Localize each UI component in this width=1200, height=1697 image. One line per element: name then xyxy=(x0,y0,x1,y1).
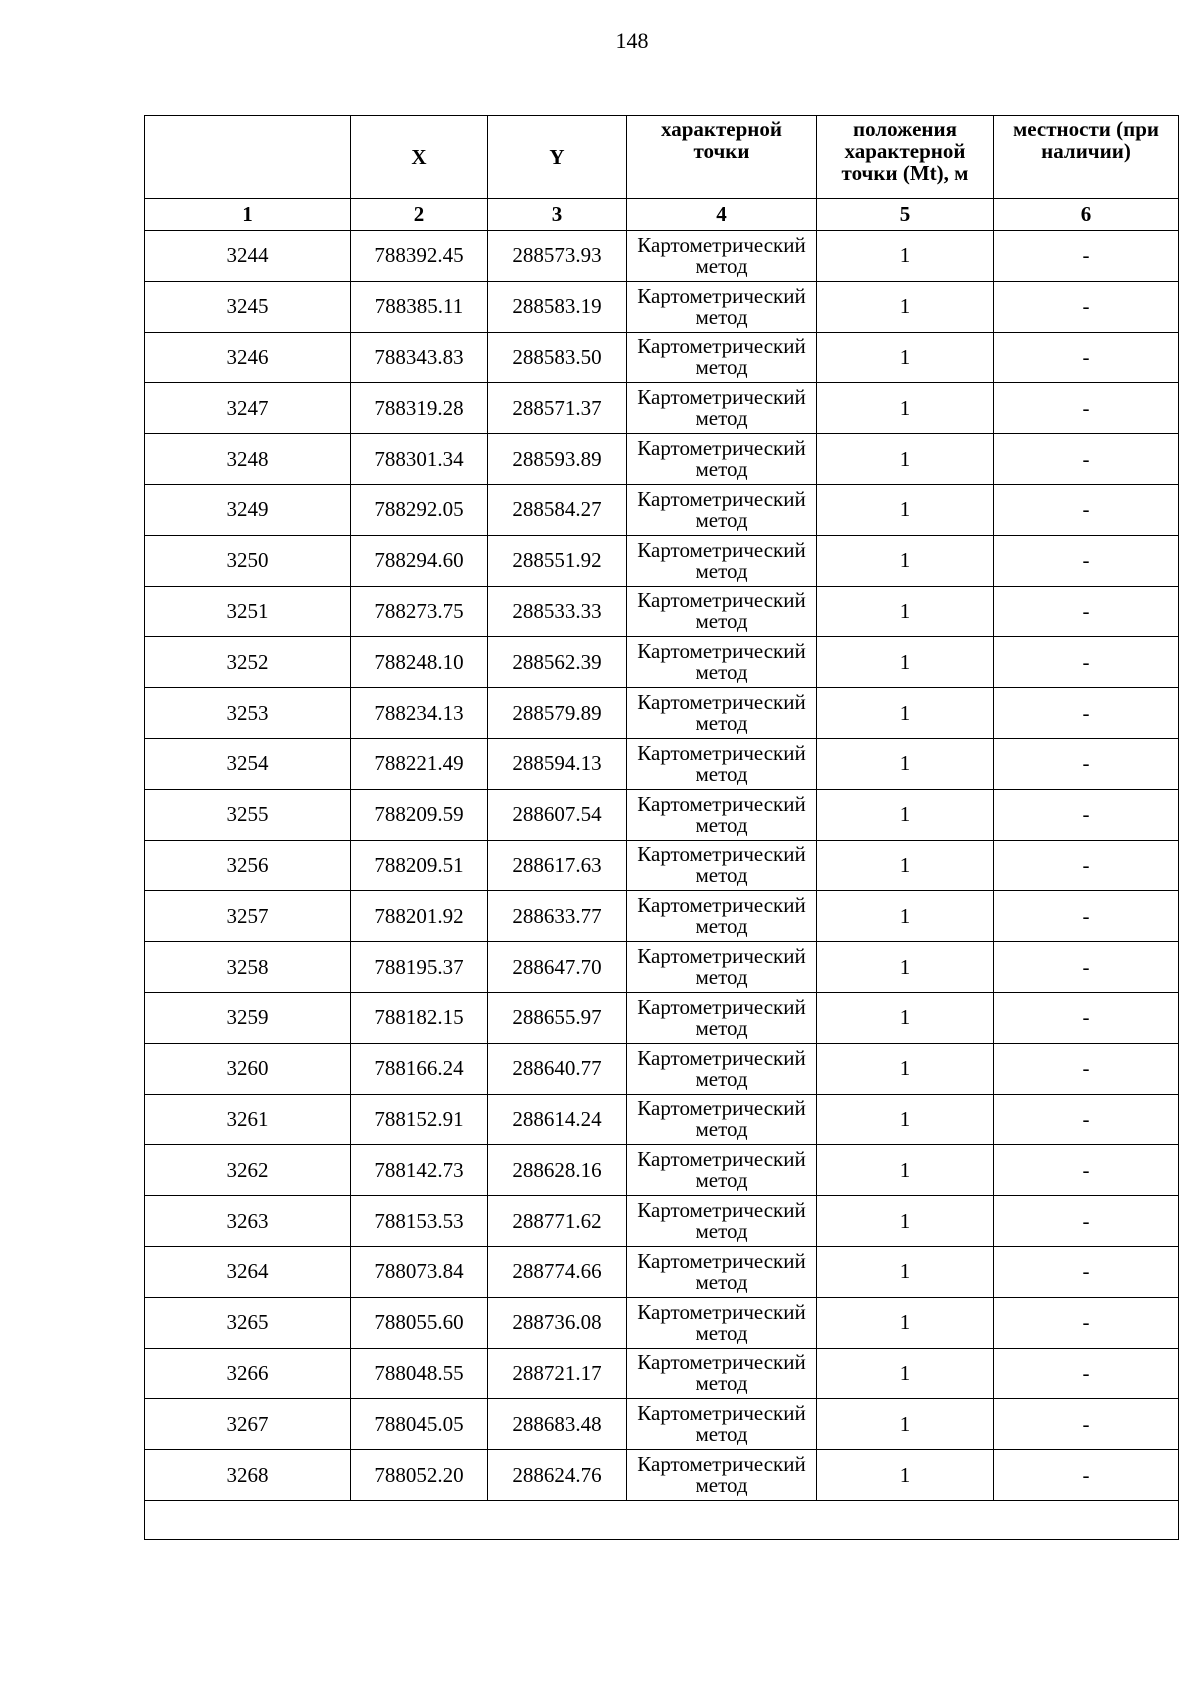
description-cell: - xyxy=(994,535,1179,586)
accuracy-cell: 1 xyxy=(817,586,994,637)
method-line: Картометрический xyxy=(637,232,806,257)
method-line: метод xyxy=(695,1371,748,1396)
x-coordinate-cell: 788152.91 xyxy=(351,1094,488,1145)
x-coordinate-cell: 788209.59 xyxy=(351,789,488,840)
accuracy-cell: 1 xyxy=(817,1094,994,1145)
method-line: Картометрический xyxy=(637,486,806,511)
method-cell xyxy=(627,840,817,891)
point-number-cell: 3255 xyxy=(145,789,351,840)
x-coordinate-cell: 788392.45 xyxy=(351,231,488,282)
description-cell: - xyxy=(994,281,1179,332)
accuracy-cell: 1 xyxy=(817,1196,994,1247)
header-cell-accuracy xyxy=(817,116,994,199)
method-cell xyxy=(627,992,817,1043)
point-number-cell: 3251 xyxy=(145,586,351,637)
accuracy-cell: 1 xyxy=(817,1246,994,1297)
x-coordinate-cell: 788166.24 xyxy=(351,1043,488,1094)
point-number-cell: 3267 xyxy=(145,1399,351,1450)
accuracy-cell: 1 xyxy=(817,738,994,789)
accuracy-cell: 1 xyxy=(817,789,994,840)
header-line: характерной xyxy=(844,139,966,163)
point-number-cell: 3264 xyxy=(145,1246,351,1297)
method-cell xyxy=(627,1196,817,1247)
method-cell xyxy=(627,535,817,586)
table-row xyxy=(145,535,1179,586)
accuracy-cell: 1 xyxy=(817,1145,994,1196)
point-number-cell: 3261 xyxy=(145,1094,351,1145)
method-line: Картометрический xyxy=(637,1299,806,1324)
y-coordinate-cell: 288640.77 xyxy=(488,1043,627,1094)
description-cell: - xyxy=(994,942,1179,993)
x-coordinate-cell: 788048.55 xyxy=(351,1348,488,1399)
point-number-cell: 3263 xyxy=(145,1196,351,1247)
column-number: 5 xyxy=(817,199,994,231)
description-cell: - xyxy=(994,1348,1179,1399)
y-coordinate-cell: 288771.62 xyxy=(488,1196,627,1247)
table-row xyxy=(145,1094,1179,1145)
point-number-cell: 3252 xyxy=(145,637,351,688)
y-coordinate-cell: 288562.39 xyxy=(488,637,627,688)
point-number-cell: 3245 xyxy=(145,281,351,332)
empty-table-row xyxy=(145,1500,1179,1539)
table-row xyxy=(145,484,1179,535)
column-number: 1 xyxy=(145,199,351,231)
description-cell: - xyxy=(994,1145,1179,1196)
method-line: метод xyxy=(695,507,748,532)
y-coordinate-cell: 288633.77 xyxy=(488,891,627,942)
y-coordinate-cell: 288624.76 xyxy=(488,1450,627,1501)
method-cell xyxy=(627,942,817,993)
method-cell xyxy=(627,383,817,434)
method-line: Картометрический xyxy=(637,994,806,1019)
table-row xyxy=(145,942,1179,993)
x-coordinate-cell: 788319.28 xyxy=(351,383,488,434)
description-cell: - xyxy=(994,1094,1179,1145)
header-line: характерной xyxy=(660,117,783,141)
method-cell xyxy=(627,1450,817,1501)
table-row xyxy=(145,231,1179,282)
y-coordinate-cell: 288551.92 xyxy=(488,535,627,586)
method-line: метод xyxy=(695,660,748,685)
description-cell: - xyxy=(994,992,1179,1043)
method-line: Картометрический xyxy=(637,944,806,969)
method-cell xyxy=(627,688,817,739)
x-coordinate-cell: 788052.20 xyxy=(351,1450,488,1501)
point-number-cell: 3262 xyxy=(145,1145,351,1196)
method-line: Картометрический xyxy=(637,1401,806,1426)
accuracy-cell: 1 xyxy=(817,1399,994,1450)
point-number-cell: 3249 xyxy=(145,484,351,535)
point-number-cell: 3266 xyxy=(145,1348,351,1399)
method-line: метод xyxy=(695,1117,748,1142)
description-cell: - xyxy=(994,1196,1179,1247)
table-row xyxy=(145,992,1179,1043)
description-cell: - xyxy=(994,738,1179,789)
method-cell xyxy=(627,1399,817,1450)
y-coordinate-cell: 288579.89 xyxy=(488,688,627,739)
point-number-cell: 3246 xyxy=(145,332,351,383)
table-row xyxy=(145,789,1179,840)
method-line: метод xyxy=(695,812,748,837)
y-coordinate-cell: 288647.70 xyxy=(488,942,627,993)
y-coordinate-cell: 288617.63 xyxy=(488,840,627,891)
x-coordinate-cell: 788292.05 xyxy=(351,484,488,535)
method-line: метод xyxy=(695,965,748,990)
method-line: метод xyxy=(695,253,748,278)
table-row xyxy=(145,688,1179,739)
method-line: Картометрический xyxy=(637,537,806,562)
table-row xyxy=(145,637,1179,688)
accuracy-cell: 1 xyxy=(817,840,994,891)
description-cell: - xyxy=(994,789,1179,840)
method-cell xyxy=(627,231,817,282)
method-line: Картометрический xyxy=(637,436,806,461)
x-coordinate-cell: 788055.60 xyxy=(351,1297,488,1348)
header-cell-x: X xyxy=(351,116,488,199)
column-number: 4 xyxy=(627,199,817,231)
x-coordinate-cell: 788182.15 xyxy=(351,992,488,1043)
page-number: 148 xyxy=(615,28,649,53)
y-coordinate-cell: 288584.27 xyxy=(488,484,627,535)
method-line: метод xyxy=(695,558,748,583)
accuracy-cell: 1 xyxy=(817,992,994,1043)
description-cell: - xyxy=(994,637,1179,688)
accuracy-cell: 1 xyxy=(817,1043,994,1094)
y-coordinate-cell: 288533.33 xyxy=(488,586,627,637)
x-coordinate-cell: 788301.34 xyxy=(351,434,488,485)
table-row xyxy=(145,891,1179,942)
x-coordinate-cell: 788273.75 xyxy=(351,586,488,637)
method-line: Картометрический xyxy=(637,1452,806,1477)
table-header-row xyxy=(145,116,1179,199)
method-cell xyxy=(627,586,817,637)
table-row xyxy=(145,840,1179,891)
description-cell: - xyxy=(994,840,1179,891)
y-coordinate-cell: 288583.19 xyxy=(488,281,627,332)
accuracy-cell: 1 xyxy=(817,484,994,535)
table-row xyxy=(145,281,1179,332)
method-cell xyxy=(627,1246,817,1297)
method-line: Картометрический xyxy=(637,791,806,816)
y-coordinate-cell: 288594.13 xyxy=(488,738,627,789)
header-cell-1 xyxy=(145,116,351,199)
description-cell: - xyxy=(994,434,1179,485)
x-coordinate-cell: 788221.49 xyxy=(351,738,488,789)
y-coordinate-cell: 288774.66 xyxy=(488,1246,627,1297)
y-coordinate-cell: 288607.54 xyxy=(488,789,627,840)
point-number-cell: 3244 xyxy=(145,231,351,282)
method-line: Картометрический xyxy=(637,893,806,918)
method-cell xyxy=(627,1145,817,1196)
method-line: Картометрический xyxy=(637,740,806,765)
method-line: метод xyxy=(695,711,748,736)
accuracy-cell: 1 xyxy=(817,1297,994,1348)
method-line: Картометрический xyxy=(637,1248,806,1273)
method-cell xyxy=(627,891,817,942)
accuracy-cell: 1 xyxy=(817,637,994,688)
method-cell xyxy=(627,1043,817,1094)
x-coordinate-cell: 788195.37 xyxy=(351,942,488,993)
method-cell xyxy=(627,637,817,688)
x-coordinate-cell: 788385.11 xyxy=(351,281,488,332)
method-line: метод xyxy=(695,1219,748,1244)
table-row xyxy=(145,1450,1179,1501)
method-line: Картометрический xyxy=(637,1198,806,1223)
point-number-cell: 3259 xyxy=(145,992,351,1043)
x-coordinate-cell: 788201.92 xyxy=(351,891,488,942)
method-cell xyxy=(627,789,817,840)
method-line: Картометрический xyxy=(637,385,806,410)
point-number-cell: 3268 xyxy=(145,1450,351,1501)
column-number: 2 xyxy=(351,199,488,231)
method-line: метод xyxy=(695,761,748,786)
accuracy-cell: 1 xyxy=(817,281,994,332)
header-line: точки (Mt), м xyxy=(841,161,969,185)
table-row xyxy=(145,1399,1179,1450)
method-line: Картометрический xyxy=(637,1147,806,1172)
y-coordinate-cell: 288593.89 xyxy=(488,434,627,485)
point-number-cell: 3265 xyxy=(145,1297,351,1348)
method-line: метод xyxy=(695,304,748,329)
header-line: положения xyxy=(853,117,957,141)
y-coordinate-cell: 288683.48 xyxy=(488,1399,627,1450)
method-line: Картометрический xyxy=(637,1096,806,1121)
point-number-cell: 3260 xyxy=(145,1043,351,1094)
header-cell-y: Y xyxy=(488,116,627,199)
header-line: наличии) xyxy=(1041,139,1131,163)
method-line: метод xyxy=(695,355,748,380)
point-number-cell: 3247 xyxy=(145,383,351,434)
method-line: метод xyxy=(695,1015,748,1040)
description-cell: - xyxy=(994,332,1179,383)
description-cell: - xyxy=(994,1043,1179,1094)
table-row xyxy=(145,434,1179,485)
table-row xyxy=(145,1145,1179,1196)
x-coordinate-cell: 788294.60 xyxy=(351,535,488,586)
header-cell-description xyxy=(994,116,1179,199)
table-row xyxy=(145,332,1179,383)
method-line: метод xyxy=(695,914,748,939)
x-coordinate-cell: 788209.51 xyxy=(351,840,488,891)
method-line: метод xyxy=(695,406,748,431)
column-number: 3 xyxy=(488,199,627,231)
description-cell: - xyxy=(994,1246,1179,1297)
method-cell xyxy=(627,1348,817,1399)
description-cell: - xyxy=(994,1450,1179,1501)
method-cell xyxy=(627,484,817,535)
point-number-cell: 3256 xyxy=(145,840,351,891)
method-line: метод xyxy=(695,1473,748,1498)
y-coordinate-cell: 288583.50 xyxy=(488,332,627,383)
x-coordinate-cell: 788073.84 xyxy=(351,1246,488,1297)
table-row xyxy=(145,1246,1179,1297)
method-line: Картометрический xyxy=(637,334,806,359)
y-coordinate-cell: 288571.37 xyxy=(488,383,627,434)
table-row xyxy=(145,1043,1179,1094)
method-cell xyxy=(627,1297,817,1348)
table-row xyxy=(145,738,1179,789)
accuracy-cell: 1 xyxy=(817,1348,994,1399)
method-cell xyxy=(627,281,817,332)
point-number-cell: 3250 xyxy=(145,535,351,586)
accuracy-cell: 1 xyxy=(817,688,994,739)
description-cell: - xyxy=(994,383,1179,434)
accuracy-cell: 1 xyxy=(817,383,994,434)
column-number-row xyxy=(145,199,1179,231)
method-line: метод xyxy=(695,1066,748,1091)
description-cell: - xyxy=(994,586,1179,637)
description-cell: - xyxy=(994,1399,1179,1450)
method-line: Картометрический xyxy=(637,842,806,867)
method-line: Картометрический xyxy=(637,639,806,664)
coordinates-table xyxy=(144,115,1179,1540)
y-coordinate-cell: 288573.93 xyxy=(488,231,627,282)
x-coordinate-cell: 788142.73 xyxy=(351,1145,488,1196)
method-line: метод xyxy=(695,1320,748,1345)
header-line: точки xyxy=(693,139,750,163)
accuracy-cell: 1 xyxy=(817,1450,994,1501)
accuracy-cell: 1 xyxy=(817,332,994,383)
header-line: местности (при xyxy=(1013,117,1159,141)
table-row xyxy=(145,1196,1179,1247)
description-cell: - xyxy=(994,891,1179,942)
description-cell: - xyxy=(994,688,1179,739)
empty-cell xyxy=(145,1500,1179,1539)
point-number-cell: 3254 xyxy=(145,738,351,789)
method-cell xyxy=(627,1094,817,1145)
point-number-cell: 3258 xyxy=(145,942,351,993)
description-cell: - xyxy=(994,484,1179,535)
y-coordinate-cell: 288655.97 xyxy=(488,992,627,1043)
method-cell xyxy=(627,434,817,485)
method-cell xyxy=(627,738,817,789)
x-coordinate-cell: 788153.53 xyxy=(351,1196,488,1247)
method-line: Картометрический xyxy=(637,1045,806,1070)
table-row xyxy=(145,586,1179,637)
method-line: метод xyxy=(695,609,748,634)
method-line: метод xyxy=(695,457,748,482)
accuracy-cell: 1 xyxy=(817,434,994,485)
description-cell: - xyxy=(994,1297,1179,1348)
method-cell xyxy=(627,332,817,383)
method-line: Картометрический xyxy=(637,588,806,613)
method-line: метод xyxy=(695,1422,748,1447)
y-coordinate-cell: 288736.08 xyxy=(488,1297,627,1348)
table-row xyxy=(145,383,1179,434)
x-coordinate-cell: 788343.83 xyxy=(351,332,488,383)
accuracy-cell: 1 xyxy=(817,891,994,942)
table-row xyxy=(145,1297,1179,1348)
accuracy-cell: 1 xyxy=(817,535,994,586)
method-line: Картометрический xyxy=(637,1350,806,1375)
y-coordinate-cell: 288614.24 xyxy=(488,1094,627,1145)
table-row xyxy=(145,1348,1179,1399)
method-line: Картометрический xyxy=(637,690,806,715)
point-number-cell: 3248 xyxy=(145,434,351,485)
x-coordinate-cell: 788234.13 xyxy=(351,688,488,739)
accuracy-cell: 1 xyxy=(817,231,994,282)
point-number-cell: 3257 xyxy=(145,891,351,942)
method-line: метод xyxy=(695,1269,748,1294)
x-coordinate-cell: 788248.10 xyxy=(351,637,488,688)
point-number-cell: 3253 xyxy=(145,688,351,739)
y-coordinate-cell: 288628.16 xyxy=(488,1145,627,1196)
description-cell: - xyxy=(994,231,1179,282)
method-line: Картометрический xyxy=(637,283,806,308)
y-coordinate-cell: 288721.17 xyxy=(488,1348,627,1399)
accuracy-cell: 1 xyxy=(817,942,994,993)
header-cell-method xyxy=(627,116,817,199)
column-number: 6 xyxy=(994,199,1179,231)
x-coordinate-cell: 788045.05 xyxy=(351,1399,488,1450)
method-line: метод xyxy=(695,863,748,888)
method-line: метод xyxy=(695,1168,748,1193)
